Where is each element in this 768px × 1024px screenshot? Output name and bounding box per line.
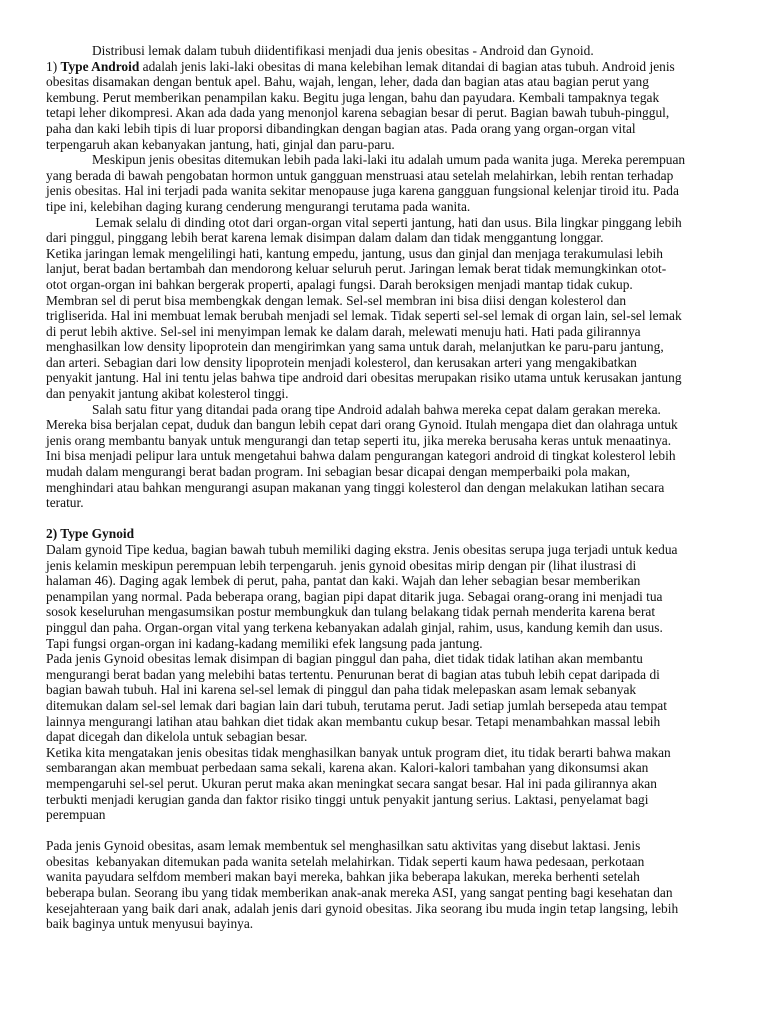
text-line: penyakit jantung. Hal ini tentu jelas bahwa tipe android dari obesitas merupakan risiko utama untuk kerusakan jantung — [46, 370, 682, 386]
text-line: di perut lebih aktive. Sel-sel ini menyimpan lemak ke dalam darah, melewati menuju hati. Hati pada gilirannya — [46, 323, 641, 339]
text-line: mudah dalam mengurangi berat badan program. Ini sebagian besar dicapai dengan memperbaiki pola makan, — [46, 464, 631, 480]
text-line: Membran sel di perut bisa membengkak dengan lemak. Sel-sel membran ini bisa diisi dengan kolesterol dan — [46, 292, 627, 308]
text-line: dan arteri. Sebagian dari low density lipoprotein menjadi kolesterol, dan kerusakan arteri yang mengakibatkan — [46, 354, 637, 370]
text-line: pinggul dan paha. Organ-organ vital yang terkena kebanyakan adalah ginjal, rahim, usus, kandung kemih dan usus. — [46, 619, 663, 635]
text-line: dapat dicegah dan dikelola untuk sebagian besar. — [46, 729, 308, 745]
text-line: Ketika jaringan lemak mengelilingi hati, kantung empedu, jantung, usus dan ginjal dan menjaga terakumulasi lebih — [46, 245, 663, 261]
section2-paragraph-2 — [46, 651, 716, 745]
intro-line: Distribusi lemak dalam tubuh diidentifikasi menjadi dua jenis obesitas - Android dan Gynoid. — [92, 43, 594, 58]
text-line: jenis orang membantu banyak untuk mengurangi dan tetap seperti itu, jika mereka berusaha keras untuk menaatinya. — [46, 432, 672, 448]
text-line: dan penyakit jantung akibat kolesterol tinggi. — [46, 386, 289, 402]
text-line: Lemak selalu di dinding otot dari organ-organ vital seperti jantung, hati dan usus. Bila lingkar pinggang lebih — [92, 214, 682, 230]
text-line: Ini bisa menjadi pelipur lara untuk mengetahui bahwa dalam pengurangan kategori android di tingkat kolesterol lebih — [46, 448, 676, 464]
text-line: Meskipun jenis obesitas ditemukan lebih pada laki-laki itu adalah umum pada wanita juga. Mereka perempuan — [92, 152, 686, 168]
section1-paragraph-3 — [46, 215, 716, 246]
text-line: menghasilkan low density lipoprotein dan mengirimkan yang sama untuk darah, melanjutkan ke paru-paru jantung, — [46, 339, 664, 355]
text-line: jenis kelamin meskipun perempuan lebih terpengaruh. jenis gynoid obesitas mirip dengan pir (lihat ilustrasi di — [46, 557, 637, 573]
text-line: otot organ-organ ini bahkan bergerak properti, apalagi fungsi. Darah beroksigen menjadi mantap tidak cukup. — [46, 276, 633, 292]
text-line: kembung. Perut memberikan penampilan kaku. Begitu juga lengan, bahu dan payudara. Kembali tampaknya tegak — [46, 89, 660, 105]
text-line: Dalam gynoid Tipe kedua, bagian bawah tubuh memiliki daging ekstra. Jenis obesitas serupa juga terjadi untuk kedua — [46, 542, 678, 557]
text-line: jenis obesitas. Hal ini terjadi pada wanita sekitar menopause juga karena gangguan fungsional kelenjar tiroid itu. Pada — [46, 183, 679, 199]
section1-first-line — [46, 59, 716, 75]
text-line: terbukti menjadi kerugian ganda dan faktor risiko tinggi untuk penyakit jantung serius. Laktasi, penyelamat bagi — [46, 791, 649, 807]
text-line: sembarangan akan membuat perbedaan sama sekali, karena akan. Kalori-kalori tambahan yang dikonsumsi akan — [46, 760, 649, 776]
text-line: dari pinggul, pinggang lebih berat karena lemak disimpan dalam dalam dan tidak menggantung longgar. — [46, 230, 604, 246]
text-line: beberapa bulan. Seorang ibu yang tidak memberikan anak-anak mereka ASI, yang sangat penting bagi kesehatan dan — [46, 885, 673, 901]
text-line: teratur. — [46, 495, 84, 511]
section2-heading: 2) Type Gynoid — [46, 526, 135, 542]
section1-paragraph-2 — [46, 152, 716, 214]
text-line: yang berada di bawah pengobatan hormon untuk gangguan menstruasi atau setelah melahirkan, lebih rentan terhadap — [46, 167, 674, 183]
text-line: baik baginya untuk menyusui bayinya. — [46, 916, 254, 932]
section2-paragraph-1 — [46, 542, 716, 651]
text-line: Ketika kita mengatakan jenis obesitas tidak menghasilkan banyak untuk program diet, itu tidak berarti bahwa makan — [46, 744, 671, 760]
text-line: menghindari atau bahkan mengurangi asupan makanan yang tinggi kolesterol dan dengan melakukan latihan secara — [46, 479, 665, 495]
text-line: sosok keseluruhan mengasumsikan postur membungkuk dan tulang belakang tidak pernah menderita karena berat — [46, 604, 656, 620]
section1-paragraph-4 — [46, 246, 716, 402]
section2-paragraph-3 — [46, 745, 716, 823]
text-line: ditemukan dalam sel-sel lemak dari bagian lain dari tubuh, terutama perut. Jadi setiap jumlah bersepeda atau tempat — [46, 697, 667, 713]
text-line: Pada jenis Gynoid obesitas, asam lemak membentuk sel menghasilkan satu aktivitas yang disebut laktasi. Jenis — [46, 838, 641, 854]
section1-paragraph-1 — [46, 74, 716, 152]
text-line: kesejahteraan yang baik dari anak, adalah jenis dari gynoid obesitas. Jika seorang ibu muda ingin tetap langsing, lebih — [46, 900, 679, 916]
text-line: mengurangi berat badan yang melebihi batas tertentu. Penurunan berat di bagian atas tubuh lebih cepat daripada di — [46, 666, 660, 682]
paragraph-gap — [46, 511, 716, 527]
text-line: tipe ini, kelebihan daging kurang cenderung mengurangi terutama pada wanita. — [46, 198, 471, 214]
text-line: tetapi leher dikompresi. Akan ada dada yang menonjol karena sebagian besar di perut. Bagian bawah tubuh-pinggul, — [46, 105, 670, 121]
text-line: obesitas disamakan dengan bentuk apel. Bahu, wajah, lengan, leher, dada dan bagian atas atau bagian perut yang — [46, 74, 649, 90]
section1-paragraph-5 — [46, 402, 716, 511]
text-line: penampilan yang normal. Pada beberapa orang, bagian pipi dapat ditarik juga. Sebagai orang-orang ini menjadi tua — [46, 588, 663, 604]
section1-prefix: 1) — [46, 58, 61, 74]
text-line: Salah satu fitur yang ditandai pada orang tipe Android adalah bahwa mereka cepat dalam gerakan mereka. — [92, 401, 661, 417]
section2-paragraph-4 — [46, 838, 716, 932]
text-line: lainnya mengurangi latihan atau bahkan diet tidak akan membantu cukup besar. Tetapi menambahkan massal lebih — [46, 713, 661, 729]
section1-first-line-text: adalah jenis laki-laki obesitas di mana kelebihan lemak ditandai di bagian atas tubuh. Android jenis — [139, 58, 675, 74]
text-line: paha dan kaki lebih tipis di luar proporsi dibandingkan dengan bagian atas. Pada orang yang organ-organ vital — [46, 120, 636, 136]
text-line: perempuan — [46, 807, 106, 823]
text-line: wanita payudara selfdom memberi makan bayi mereka, bahkan jika beberapa lakukan, mereka berhenti setelah — [46, 869, 640, 885]
paragraph-gap — [46, 823, 716, 839]
text-line: Pada jenis Gynoid obesitas lemak disimpan di bagian pinggul dan paha, diet tidak tidak latihan akan membantu — [46, 651, 643, 667]
text-line: obesitas kebanyakan ditemukan pada wanita setelah melahirkan. Tidak seperti kaum hawa pedesaan, perkotaan — [46, 853, 645, 869]
text-line: bagian bawah tubuh. Hal ini karena sel-sel lemak di pinggul dan paha tidak melepaskan asam lemak sebanyak — [46, 682, 637, 698]
text-line: Mereka bisa berjalan cepat, duduk dan bangun lebih cepat dari orang Gynoid. Itulah mengapa diet dan olahraga untuk — [46, 417, 678, 433]
text-line: halaman 46). Daging agak lembek di perut, paha, pantat dan kaki. Wajah dan leher sebagian besar memberikan — [46, 573, 641, 589]
text-line: Tapi fungsi organ-organ ini kadang-kadang memiliki efek langsung pada jantung. — [46, 635, 483, 651]
text-line: lanjut, berat badan bertambah dan mendorong keluar seluruh perut. Jaringan lemak berat tidak memungkinkan otot- — [46, 261, 667, 277]
text-line: trigliserida. Hal ini membuat lemak berubah menjadi sel lemak. Tidak seperti sel-sel lemak di organ lain, sel-sel lemak — [46, 308, 682, 324]
text-line: mempengaruhi sel-sel perut. Ukuran perut maka akan meningkat secara sangat besar. Hal ini pada gilirannya akan — [46, 775, 657, 791]
section1-title: Type Android — [60, 58, 140, 74]
text-line: terpengaruh akan kebanyakan jantung, hati, ginjal dan paru-paru. — [46, 136, 395, 152]
